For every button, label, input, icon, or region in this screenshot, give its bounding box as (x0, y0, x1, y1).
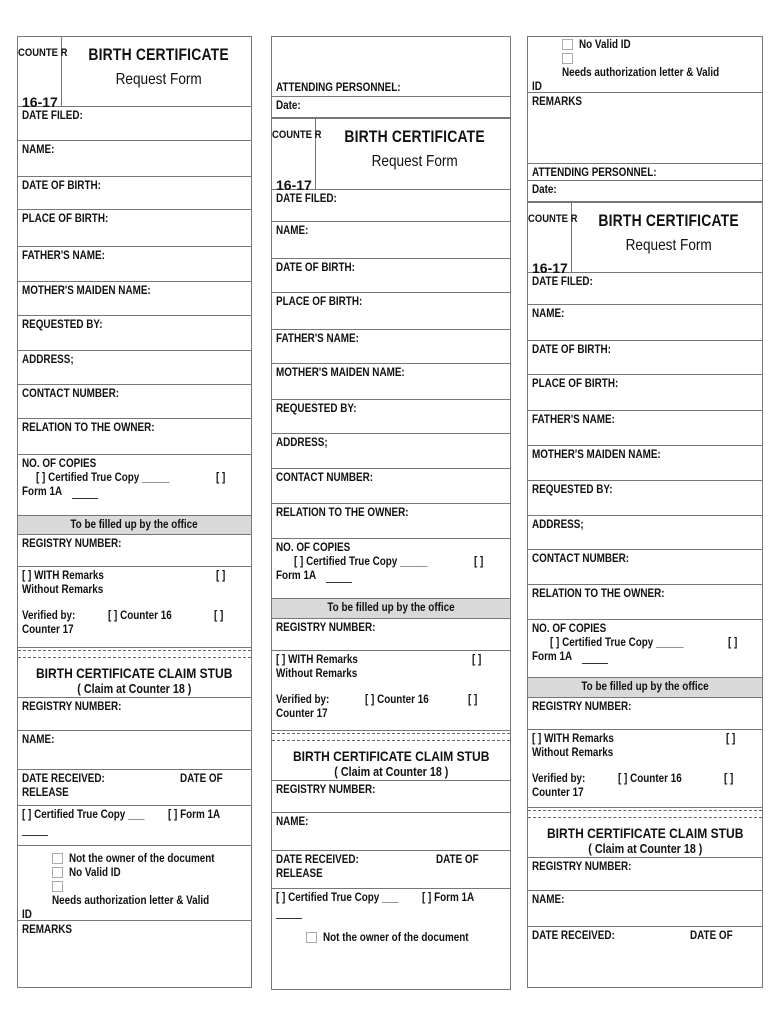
dob-field[interactable]: DATE OF BIRTH: (18, 177, 251, 210)
address-field[interactable]: ADDRESS; (18, 351, 251, 385)
registry-number-field[interactable]: REGISTRY NUMBER: (528, 698, 762, 730)
verified-by-field[interactable]: Verified by: [ ] Counter 16 [ ] Counter 17 (18, 607, 251, 648)
office-section-header: To be filled up by the office (528, 678, 762, 698)
counter-number: 16-17 (22, 94, 58, 110)
checkbox-not-owner[interactable] (52, 853, 63, 864)
stub-dates-field[interactable]: DATE RECEIVED: DATE OF RELEASE (18, 770, 251, 806)
checkbox-no-valid-id[interactable] (562, 39, 573, 50)
form-title: BIRTH CERTIFICATE (344, 127, 486, 146)
stub-dates-field[interactable]: DATE RECEIVED: DATE OF (532, 930, 733, 942)
stub-name-field[interactable]: NAME: (18, 731, 251, 770)
stub-reasons[interactable]: Not the owner of the document (272, 929, 510, 959)
dob-field[interactable]: DATE OF BIRTH: (528, 341, 762, 375)
requested-by-field[interactable]: REQUESTED BY: (272, 400, 510, 434)
cut-line (18, 650, 251, 657)
counter-number: 16-17 (276, 177, 312, 193)
form-column-3 (527, 36, 763, 988)
form-title: BIRTH CERTIFICATE (88, 45, 229, 64)
form-subtitle: Request Form (625, 237, 713, 254)
contact-number-field[interactable]: CONTACT NUMBER: (18, 385, 251, 419)
relation-field[interactable]: RELATION TO THE OWNER: (272, 504, 510, 539)
stub-copies-field[interactable]: [ ] Certified True Copy ___ [ ] Form 1A (18, 806, 251, 846)
stub-copies-field[interactable]: [ ] Certified True Copy ___ [ ] Form 1A (272, 889, 510, 929)
remarks-field[interactable]: REMARKS (532, 96, 583, 108)
checkbox-not-owner[interactable] (306, 932, 317, 943)
requested-by-field[interactable]: REQUESTED BY: (528, 481, 762, 516)
requested-by-field[interactable]: REQUESTED BY: (18, 316, 251, 351)
form-header (528, 203, 762, 276)
claim-stub-title: BIRTH CERTIFICATE CLAIM STUB (546, 825, 744, 841)
relation-field[interactable]: RELATION TO THE OWNER: (528, 585, 762, 620)
counter-box: COUNTE R 16-17 (18, 37, 62, 107)
office-section-header: To be filled up by the office (18, 516, 251, 535)
claim-stub-title: BIRTH CERTIFICATE CLAIM STUB (292, 748, 490, 764)
copies-field[interactable]: NO. OF COPIES [ ] Certified True Copy _____ [ ] Form 1A (18, 455, 251, 516)
office-section-header: To be filled up by the office (272, 599, 510, 619)
date-filed-field[interactable]: DATE FILED: (528, 273, 762, 305)
remarks-option[interactable]: [ ] WITH Remarks [ ] Without Remarks (22, 570, 226, 596)
form-header (18, 37, 251, 110)
date-filed-field[interactable]: DATE FILED: (272, 190, 510, 222)
date-field[interactable]: Date: (272, 97, 510, 119)
cut-line (528, 810, 762, 817)
remarks-option[interactable]: [ ] WITH Remarks [ ] Without Remarks (532, 733, 736, 759)
counter-number: 16-17 (532, 260, 568, 276)
counter-box: COUNTE R 16-17 (272, 119, 316, 190)
attending-personnel-field[interactable]: ATTENDING PERSONNEL: (528, 163, 762, 181)
name-field[interactable]: NAME: (18, 141, 251, 177)
stub-name-field[interactable]: NAME: (528, 891, 762, 927)
verified-by-field[interactable]: Verified by: [ ] Counter 16 [ ] Counter 17 (272, 691, 510, 731)
mother-name-field[interactable]: MOTHER'S MAIDEN NAME: (18, 282, 251, 316)
stub-registry-field[interactable]: REGISTRY NUMBER: (528, 858, 762, 891)
stub-name-field[interactable]: NAME: (272, 813, 510, 851)
pob-field[interactable]: PLACE OF BIRTH: (528, 375, 762, 411)
father-name-field[interactable]: FATHER'S NAME: (272, 330, 510, 364)
counter-box: COUNTE R 16-17 (528, 203, 572, 273)
name-field[interactable]: NAME: (272, 222, 510, 259)
remarks-option[interactable]: [ ] WITH Remarks [ ] Without Remarks (276, 654, 482, 680)
claim-stub-subtitle: ( Claim at Counter 18 ) (528, 842, 762, 858)
registry-number-field[interactable]: REGISTRY NUMBER: (272, 619, 510, 651)
checkbox-needs-auth[interactable] (562, 53, 573, 64)
blank-space (272, 37, 510, 79)
father-name-field[interactable]: FATHER'S NAME: (18, 247, 251, 282)
checkbox-no-valid-id[interactable] (52, 867, 63, 878)
form-column-2 (271, 36, 511, 990)
form-subtitle: Request Form (115, 71, 202, 88)
copies-field[interactable]: NO. OF COPIES [ ] Certified True Copy _____ [ ] Form 1A (272, 539, 510, 599)
registry-number-field[interactable]: REGISTRY NUMBER: (18, 535, 251, 567)
date-field[interactable]: Date: (528, 181, 762, 203)
date-filed-field[interactable]: DATE FILED: (18, 107, 251, 141)
claim-stub-subtitle: ( Claim at Counter 18 ) (272, 765, 510, 781)
stub-reasons-continued[interactable]: No Valid ID Needs authorization letter & Valid ID (528, 37, 762, 93)
stub-reasons[interactable]: Not the owner of the document No Valid ID Needs authorization letter & Valid ID (18, 846, 251, 921)
mother-name-field[interactable]: MOTHER'S MAIDEN NAME: (272, 364, 510, 400)
mother-name-field[interactable]: MOTHER'S MAIDEN NAME: (528, 446, 762, 481)
stub-dates-field[interactable]: DATE RECEIVED: DATE OF RELEASE (272, 851, 510, 889)
pob-field[interactable]: PLACE OF BIRTH: (18, 210, 251, 247)
verified-by-field[interactable]: Verified by: [ ] Counter 16 [ ] Counter 17 (528, 770, 762, 808)
contact-number-field[interactable]: CONTACT NUMBER: (528, 550, 762, 585)
stub-registry-field[interactable]: REGISTRY NUMBER: (18, 698, 251, 731)
relation-field[interactable]: RELATION TO THE OWNER: (18, 419, 251, 455)
form-title: BIRTH CERTIFICATE (598, 211, 740, 230)
cut-line (272, 733, 510, 740)
attending-personnel-field[interactable]: ATTENDING PERSONNEL: (272, 79, 510, 97)
contact-number-field[interactable]: CONTACT NUMBER: (272, 469, 510, 504)
pob-field[interactable]: PLACE OF BIRTH: (272, 293, 510, 330)
copies-field[interactable]: NO. OF COPIES [ ] Certified True Copy _____ [ ] Form 1A (528, 620, 762, 678)
form-header (272, 119, 510, 193)
claim-stub-title: BIRTH CERTIFICATE CLAIM STUB (36, 665, 233, 681)
form-column-1 (17, 36, 252, 988)
address-field[interactable]: ADDRESS; (528, 516, 762, 550)
name-field[interactable]: NAME: (528, 305, 762, 341)
address-field[interactable]: ADDRESS; (272, 434, 510, 469)
form-subtitle: Request Form (371, 153, 459, 170)
claim-stub-subtitle: ( Claim at Counter 18 ) (18, 682, 251, 698)
dob-field[interactable]: DATE OF BIRTH: (272, 259, 510, 293)
checkbox-needs-auth[interactable] (52, 881, 63, 892)
stub-registry-field[interactable]: REGISTRY NUMBER: (272, 781, 510, 813)
father-name-field[interactable]: FATHER'S NAME: (528, 411, 762, 446)
remarks-field[interactable]: REMARKS (22, 924, 73, 936)
